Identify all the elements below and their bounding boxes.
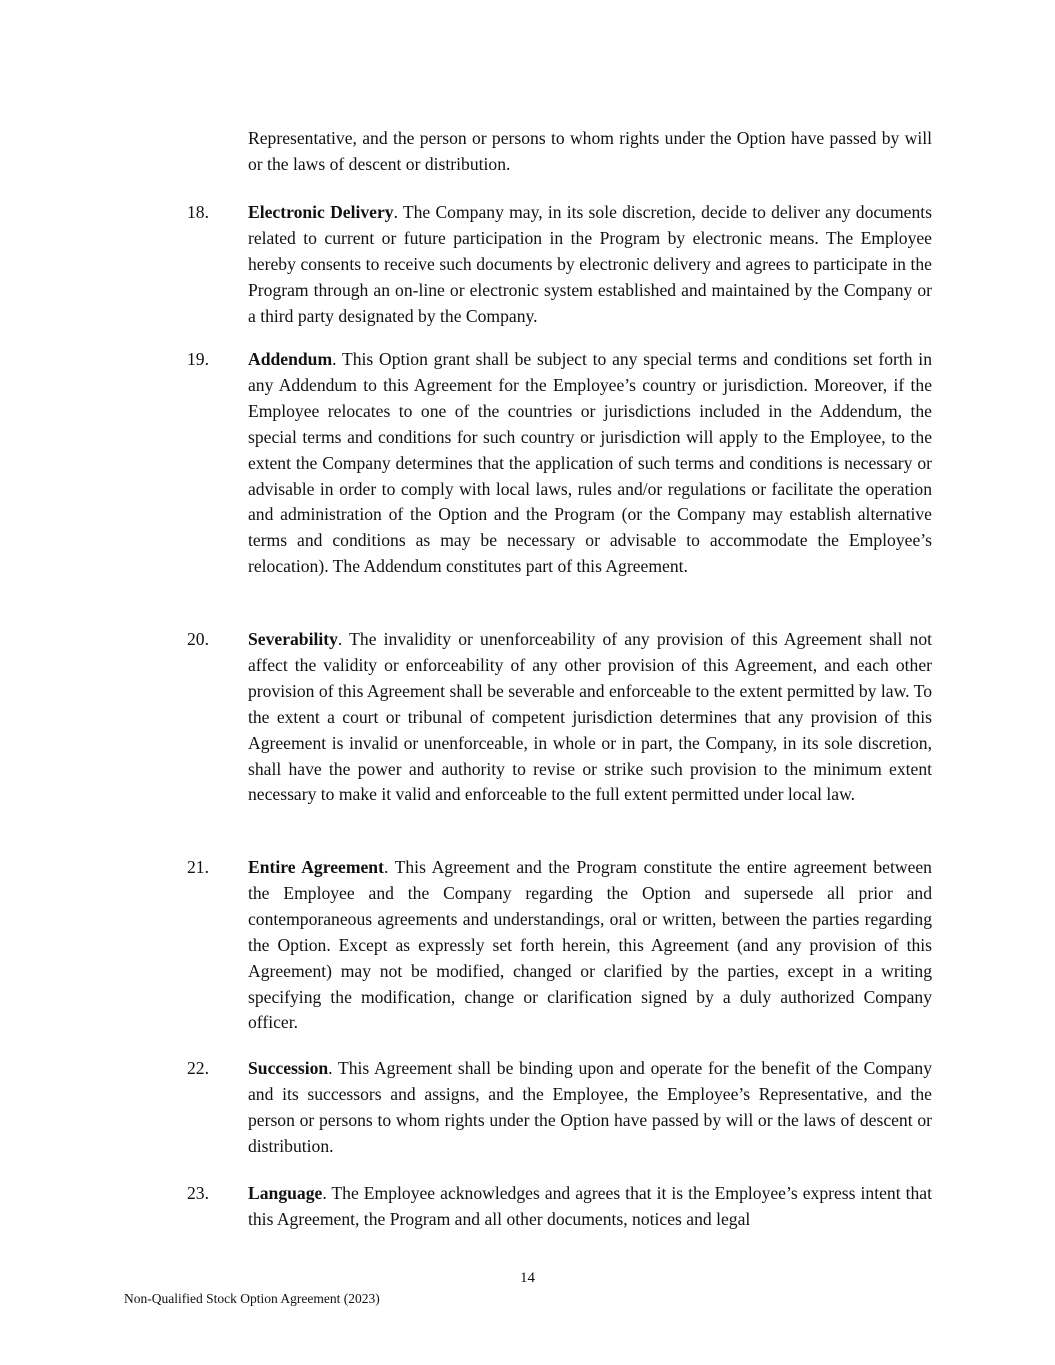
section-text: . This Agreement shall be binding upon and operate for the benefit of the Company and its successors and assigns, and the Employee, the Employee’s Representative, and the person or persons to whom rights under the Option have passed by will or the laws of descent or distribution. [248,1058,932,1156]
section-text: . This Option grant shall be subject to any special terms and conditions set forth in any Addendum to this Agreement for the Employee’s country or jurisdiction. Moreover, if the Employee relocates to one of the countries or jurisdictions included in the Addendum, the special terms and conditions for such country or jurisdiction will apply to the Employee, to the extent the Company determines that the application of such terms and conditions is necessary or advisable in order to comply with local laws, rules and/or regulations or facilitate the operation and administration of the Option and the Program (or the Company may establish alternative terms and conditions as may be necessary or advisable to accommodate the Employee’s relocation). The Addendum constitutes part of this Agreement. [248,349,932,577]
section-heading: Electronic Delivery [248,202,394,222]
page-number: 14 [520,1270,535,1286]
section-heading: Addendum [248,349,333,369]
section-body [248,1056,932,1160]
section-text: . The invalidity or unenforceability of any provision of this Agreement shall not affect the validity or enforceability of any other provision of this Agreement, and each other provision of this Agreement shall be severable and enforceable to the extent permitted by law. To the extent a court or tribunal of competent jurisdiction determines that any provision of this Agreement is invalid or unenforceable, in whole or in part, the Company, in its sole discretion, shall have the power and authority to revise or strike such provision to the minimum extent necessary to make it valid and enforceable to the full extent permitted under local law. [248,629,932,805]
section-number: 19. [187,349,209,369]
section-heading: Language [248,1183,323,1203]
footer-document-title: Non-Qualified Stock Option Agreement (2023) [124,1291,380,1306]
section-number: 22. [187,1058,209,1078]
section-number: 23. [187,1183,209,1203]
section-heading: Succession [248,1058,329,1078]
section-body [248,1181,932,1233]
section-heading: Severability [248,629,338,649]
section-number: 18. [187,202,209,222]
section-text: . The Company may, in its sole discretion, decide to deliver any documents related to current or future participation in the Program by electronic means. The Employee hereby consents to receive such documents by electronic delivery and agrees to participate in the Program through an on-line or electronic system established and maintained by the Company or a third party designated by the Company. [248,202,933,326]
section-body [248,200,932,330]
section-text: . The Employee acknowledges and agrees that it is the Employee’s express intent that this Agreement, the Program and all other documents, notices and legal [248,1183,932,1229]
continuation-paragraph: Representative, and the person or persons to whom rights under the Option have passed by will or the laws of descent or distribution. [248,128,932,174]
section-number: 20. [187,629,209,649]
section-body [248,627,932,808]
section-body [248,855,932,1036]
section-body [248,347,932,580]
section-text: . This Agreement and the Program constitute the entire agreement between the Employee and the Company regarding the Option and supersede all prior and contemporaneous agreements and understandings, oral or written, between the parties regarding the Option. Except as expressly set forth herein, this Agreement (and any provision of this Agreement) may not be modified, changed or clarified by the parties, except in a writing specifying the modification, change or clarification signed by a duly authorized Company officer. [248,857,932,1033]
section-heading: Entire Agreement [248,857,384,877]
section-number: 21. [187,857,209,877]
